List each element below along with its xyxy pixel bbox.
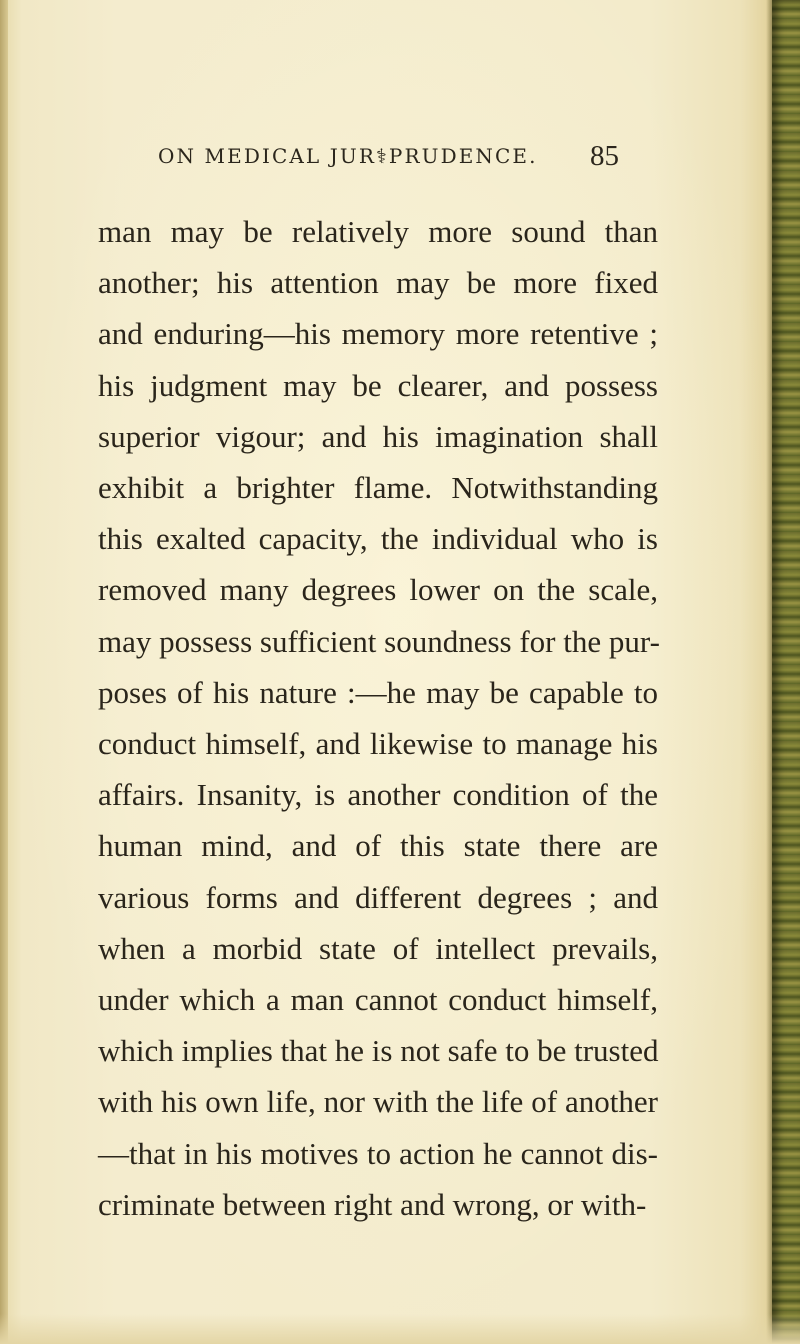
- text-line: with his own life, nor with the life of another: [98, 1084, 658, 1120]
- text-line: removed many degrees lower on the scale,: [98, 572, 658, 608]
- running-head: ON MEDICAL JUR⚕PRUDENCE.: [158, 144, 538, 168]
- text-line: another; his attention may be more fixed: [98, 265, 658, 301]
- text-line: human mind, and of this state there are: [98, 828, 658, 864]
- text-line: may possess sufficient soundness for the pur-: [98, 623, 660, 659]
- text-line: affairs. Insanity, is another condition of the: [98, 777, 658, 813]
- text-line: man may be relatively more sound than: [98, 214, 658, 249]
- body-text: [98, 206, 658, 1230]
- text-line: —that in his motives to action he cannot dis-: [98, 1135, 658, 1171]
- text-line: poses of his nature :—he may be capable to: [98, 674, 658, 710]
- text-line: superior vigour; and his imagination shall: [98, 418, 658, 454]
- text-line: when a morbid state of intellect prevails,: [98, 930, 658, 966]
- page-number: 85: [590, 140, 619, 172]
- book-binding: [772, 0, 800, 1344]
- text-line: various forms and different degrees ; and: [98, 879, 658, 915]
- text-line: conduct himself, and likewise to manage his: [98, 726, 658, 762]
- text-line: this exalted capacity, the individual who is: [98, 521, 658, 557]
- page-bottom-edge: [0, 1314, 800, 1344]
- page-left-edge: [0, 0, 8, 1344]
- text-line: which implies that he is not safe to be trusted: [98, 1033, 659, 1069]
- text-line: exhibit a brighter flame. Notwithstanding: [98, 470, 658, 506]
- text-line: under which a man cannot conduct himself,: [98, 982, 658, 1018]
- page-header: [0, 140, 800, 180]
- text-line: criminate between right and wrong, or with-: [98, 1186, 647, 1222]
- text-line: his judgment may be clearer, and possess: [98, 367, 658, 403]
- text-line: and enduring—his memory more retentive ;: [98, 316, 658, 352]
